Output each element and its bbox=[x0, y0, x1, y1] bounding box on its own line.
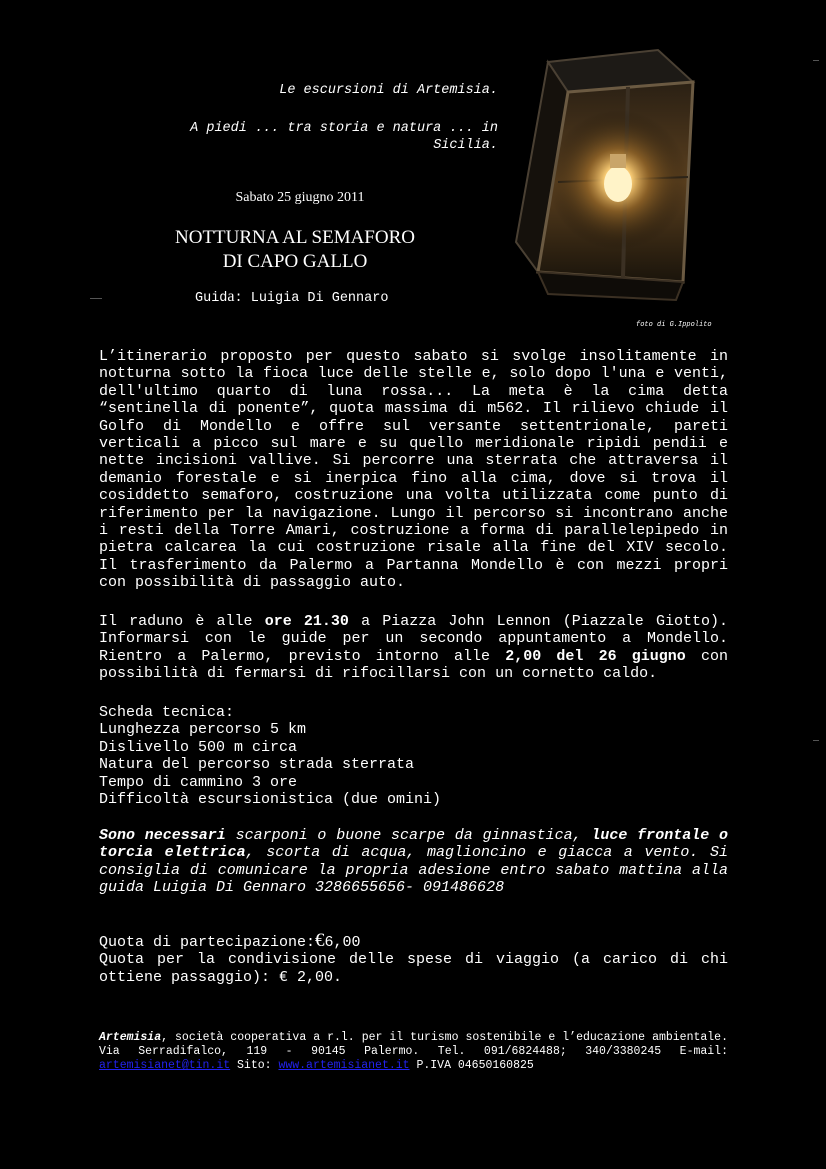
guide-prefix: Guid bbox=[195, 291, 228, 306]
guide-a: a bbox=[227, 288, 235, 305]
quota-amount: 6,00 bbox=[324, 934, 361, 951]
intro-paragraph: L’itinerario proposto per questo sabato si svolge insolitamente in notturna sotto la fioca luce delle stelle e, solo dopo l'una e venti, dell'ultimo quarto di luna rossa... La meta è la cima detta “sentinella di ponente”, quota massima di m562. Il rilievo chiude il Golfo di Mondello e offre sul versante settentrionale, pareti verticali a picco sul mare e su quello meridionale ripidi pendii e nette incisioni vallive. Si percorre una sterrata che attraversa il demanio forestale e si inerpica fino alla cima, dove si trova il cosiddetto semaforo, costruzione una volta utilizzata come punto di riferimento per la navigazione. Lungo il percorso si incontrano anche i resti della Torre Amari, costruzione a forma di parallelepipedo in pietra calcarea la cui costruzione risale alla fine del XIV secolo. Il trasferimento da Palermo a Partanna Mondello è con mezzi propri con possibilità di passaggio auto. bbox=[99, 348, 728, 592]
footer-org: Artemisia bbox=[99, 1031, 162, 1044]
footer-text-c: P.IVA 04650160825 bbox=[409, 1059, 534, 1073]
quota-section bbox=[99, 932, 728, 986]
tech-item-difficulty: Difficoltà escursionistica (due omini) bbox=[99, 791, 442, 809]
tagline-line1: A piedi ... tra storia e natura ... in bbox=[190, 121, 498, 136]
footer-text-a: , società cooperativa a r.l. per il turismo sostenibile e l’educazione ambientale. Via Serradifalco, 119 - 90145 Palermo. Tel. 091/6824488; 340/3380245 E-mail: bbox=[99, 1031, 728, 1059]
meeting-text-b: a Piazza John Lennon (Piazzale Giotto). Informarsi con le guide per un secondo appuntamento a Mondello. Rientro a Palermo, previsto intorno alle bbox=[99, 613, 728, 665]
footer bbox=[99, 1031, 728, 1074]
footer-text-b: Sito: bbox=[230, 1059, 279, 1073]
tech-sheet-title: Scheda tecnica: bbox=[99, 704, 235, 721]
tagline bbox=[140, 120, 498, 154]
meeting-paragraph bbox=[99, 613, 728, 683]
quota-label: Quota di partecipazione: bbox=[99, 934, 316, 951]
meeting-text-a: Il raduno è alle bbox=[99, 613, 265, 630]
mark-dash bbox=[90, 298, 102, 299]
email-link[interactable]: artemisianet@tin.it bbox=[99, 1059, 231, 1073]
tagline-line2: Sicilia. bbox=[433, 138, 498, 153]
guide-line bbox=[195, 288, 388, 306]
equip-text-1: scarponi o buone scarpe da ginnastica, bbox=[225, 827, 592, 844]
photo-credit: foto di G.Ippolito bbox=[636, 321, 712, 329]
euro-symbol: € bbox=[315, 930, 325, 951]
meeting-time: ore 21.30 bbox=[264, 613, 349, 630]
event-title-line2: DI CAPO GALLO bbox=[222, 251, 368, 272]
meeting-text-c: con possibilità di fermarsi di rifocillarsi con un cornetto caldo. bbox=[99, 647, 728, 683]
quota-line bbox=[99, 932, 728, 951]
tech-item-terrain: Natura del percorso strada sterrata bbox=[99, 756, 415, 774]
street-lamp-photo bbox=[508, 42, 708, 302]
equipment-paragraph bbox=[99, 827, 728, 897]
tech-item-length: Lunghezza percorso 5 km bbox=[99, 721, 307, 739]
equip-bold-1: Sono necessari bbox=[99, 827, 226, 844]
series-title: Le escursioni di Artemisia. bbox=[279, 83, 498, 98]
equip-bold-2: luce frontale o torcia elettrica bbox=[99, 827, 728, 862]
guide-name: : Luigia Di Gennaro bbox=[234, 291, 389, 306]
event-title bbox=[150, 226, 440, 274]
event-title-line1: NOTTURNA AL SEMAFORO bbox=[175, 227, 415, 248]
quota-travel: Quota per la condivisione delle spese di viaggio (a carico di chi ottiene passaggio): € 2,00. bbox=[99, 951, 728, 986]
event-date: Sabato 25 giugno 2011 bbox=[235, 190, 365, 205]
tech-sheet bbox=[99, 704, 728, 808]
site-link[interactable]: www.artemisianet.it bbox=[278, 1059, 410, 1073]
equip-text-2: , scorta di acqua, maglioncino e giacca a vento. Si consiglia di comunicare la propria adesione entro sabato mattina alla guida Luigia Di Gennaro 3286655656- 091486628 bbox=[99, 844, 729, 897]
tech-item-elevation: Dislivello 500 m circa bbox=[99, 738, 298, 756]
return-time: 2,00 del 26 giugno bbox=[505, 647, 686, 665]
tech-item-duration: Tempo di cammino 3 ore bbox=[99, 773, 298, 791]
edge-mark bbox=[813, 740, 819, 741]
edge-mark bbox=[813, 60, 819, 61]
